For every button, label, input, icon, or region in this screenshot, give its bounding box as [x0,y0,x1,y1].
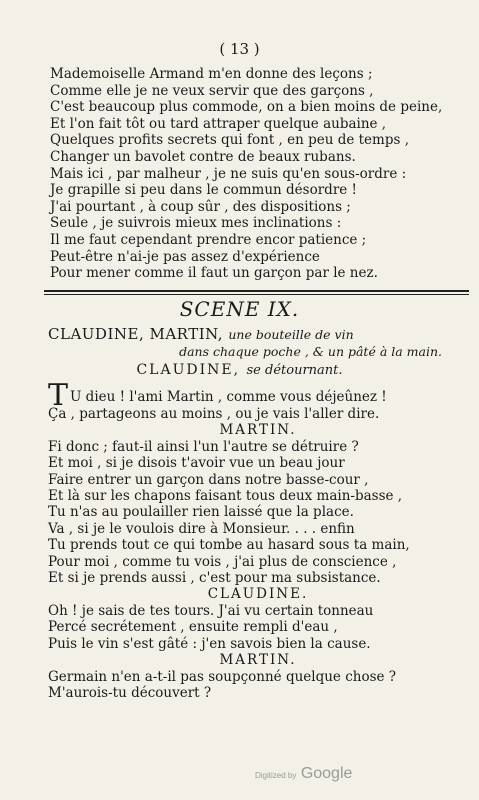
watermark-brand: Google [300,765,353,782]
section-divider [44,290,469,292]
dialogue-line: Tu n'as au poulailler rien laissé que la place. [48,504,354,521]
dialogue-line: Fi donc ; faut-il ainsi l'un l'autre se détruire ? [48,438,359,455]
dialogue-line: M'aurois-tu découvert ? [48,684,212,701]
stage-direction-continued: dans chaque poche , & un pâté à la main. [179,344,442,359]
dialogue-line: Pour moi , comme tu vois , j'ai plus de conscience , [48,553,397,570]
speaker-name: CLAUDINE, [136,362,241,378]
dialogue-line: Faire entrer un garçon dans notre basse-cour , [48,471,369,488]
dialogue-line: Va , si je le voulois dire à Monsieur. . . . enfin [48,520,355,537]
verse-line: Changer un bavolet contre de beaux rubans. [50,148,356,165]
dialogue-line: Percé secrétement , ensuite rempli d'eau , [48,619,338,636]
top-verse-block [50,66,470,282]
dialogue-line: Oh ! je sais de tes tours. J'ai vu certain tonneau [48,602,374,619]
dialogue-line [48,378,468,413]
drop-cap: T [48,378,69,413]
verse-line: Quelques profits secrets qui font , en peu de temps , [50,132,409,149]
verse-line: Comme elle je ne veux servir que des garçons , [50,82,374,99]
verse-line: Il me faut cependant prendre encor patience ; [50,231,367,248]
verse-line: Mais ici , par malheur , je ne suis qu'en sous-ordre : [50,165,407,182]
verse-line: Peut-être n'ai-je pas assez d'expérience [50,248,320,265]
dialogue-line: Et si je prends aussi , c'est pour ma subsistance. [48,570,381,587]
dialogue-line: Puis le vin s'est gâté : j'en savois bien la cause. [48,635,371,652]
first-speaker-heading [0,362,479,378]
verse-line: Pour mener comme il faut un garçon par le nez. [50,265,378,282]
dialogue-line: Tu prends tout ce qui tombe au hasard sous ta main, [48,537,410,554]
dialogue-block [48,378,468,701]
dialogue-line: Germain n'en a-t-il pas soupçonné quelque chose ? [48,668,397,685]
speaker-heading: MARTIN. [219,422,297,439]
stage-direction: une bouteille de vin [228,327,354,342]
verse-line: Je grapille si peu dans le commun désordre ! [50,182,357,199]
speaker-direction: se détournant. [246,363,343,378]
scene-title: SCENE IX. [179,297,300,321]
page-number: ( 13 ) [219,40,260,58]
character-names: CLAUDINE, MARTIN, [48,325,224,343]
verse-line: J'ai pourtant , à coup sûr , des dispositions ; [50,198,351,215]
character-list [48,325,468,343]
verse-line: Mademoiselle Armand m'en donne des leçons ; [50,66,373,82]
digitized-watermark [255,765,352,783]
speaker-heading: MARTIN. [219,652,297,669]
watermark-prefix: Digitized by [255,771,297,780]
dialogue-line: Ça , partageons au moins , ou je vais l'aller dire. [48,406,380,422]
speaker-heading: CLAUDINE. [207,586,309,603]
section-divider-thin [44,294,469,295]
dialogue-line: Et là sur les chapons faisant tous deux main-basse , [48,488,403,505]
verse-line: C'est beaucoup plus commode, on a bien moins de peine, [50,99,443,116]
verse-line: Seule , je suivrois mieux mes inclinations : [50,215,342,232]
verse-line: Et l'on fait tôt ou tard attraper quelque aubaine , [50,115,387,132]
dialogue-line: Et moi , si je disois t'avoir vue un beau jour [48,455,345,472]
dialogue-text: U dieu ! l'ami Martin , comme vous déjeûnez ! [70,389,387,405]
